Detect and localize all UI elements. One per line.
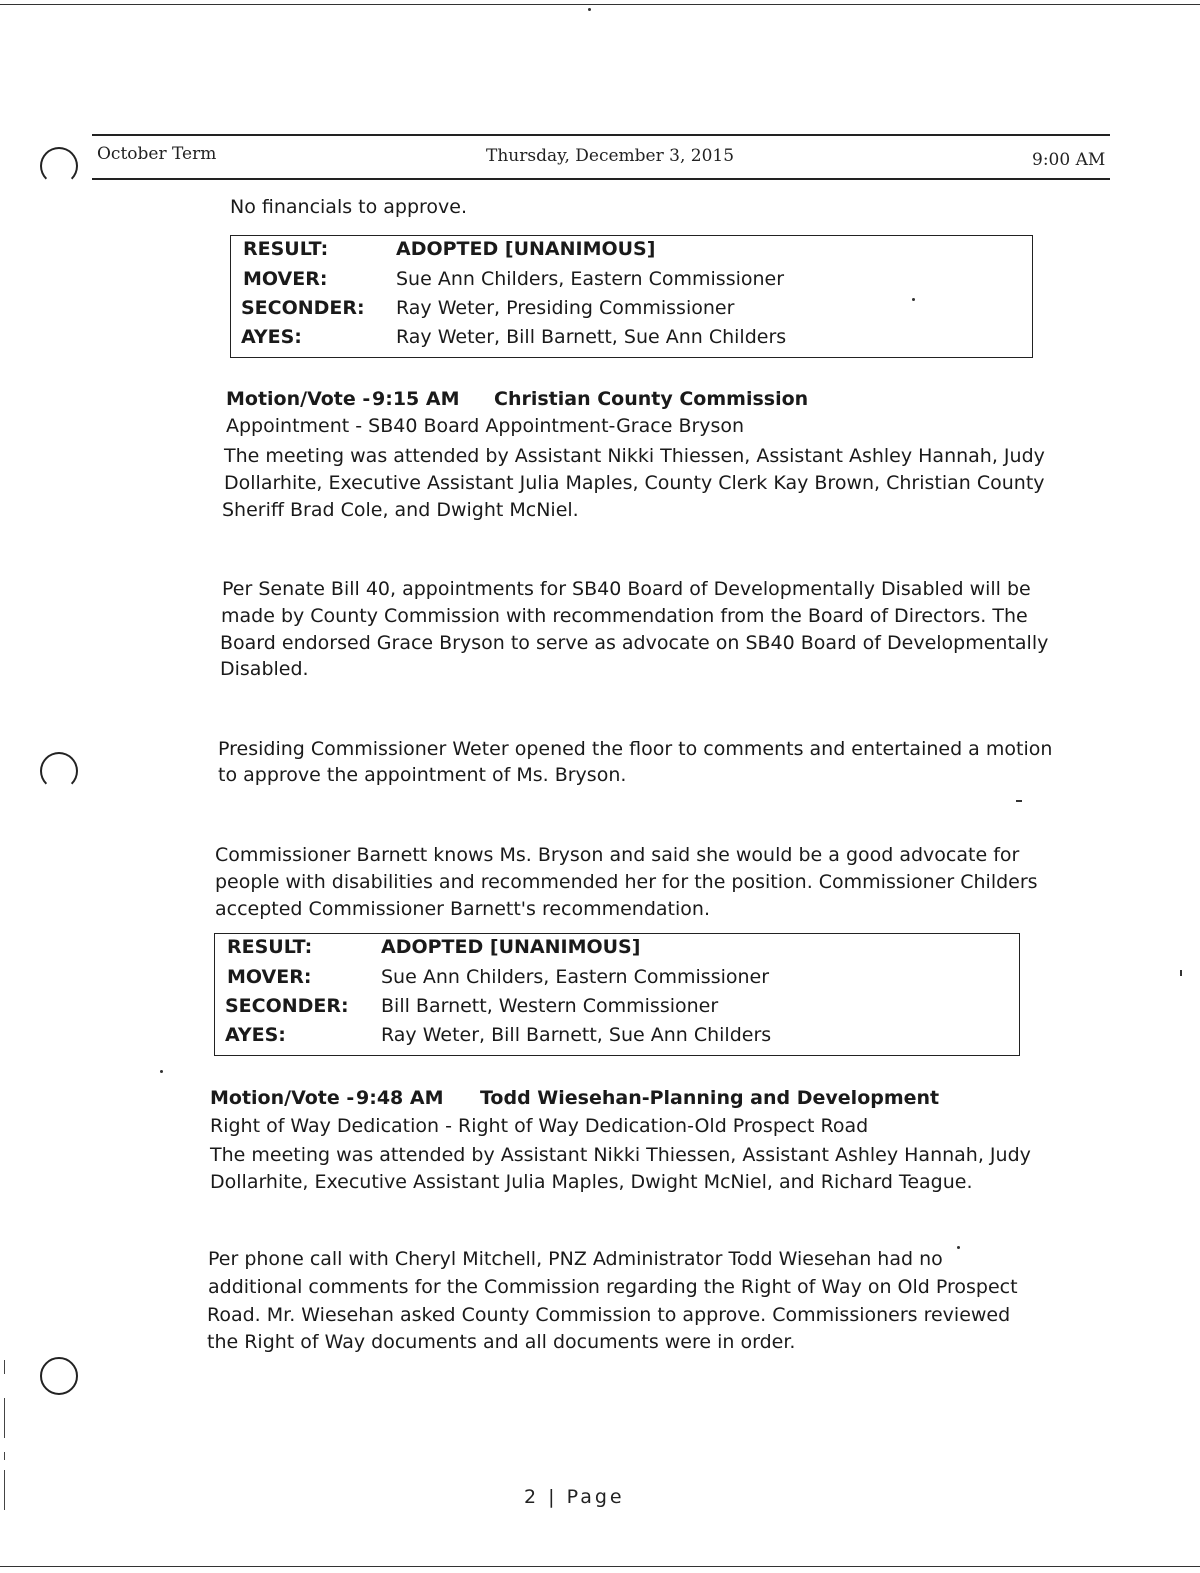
header-term: October Term [97, 144, 217, 164]
scan-speck [160, 1070, 163, 1073]
top-edge-rule [0, 4, 1200, 5]
paragraph-line: people with disabilities and recommended her for the position. Commissioner Childers [215, 871, 1038, 893]
motion-time: 9:48 AM [356, 1087, 444, 1109]
motion-time: 9:15 AM [372, 388, 460, 410]
paragraph-line: Presiding Commissioner Weter opened the floor to comments and entertained a motion [218, 738, 1053, 760]
row-value: Ray Weter, Presiding Commissioner [396, 297, 735, 319]
paragraph-line: additional comments for the Commission regarding the Right of Way on Old Prospect [208, 1276, 1018, 1298]
page-indicator [524, 1486, 625, 1508]
header-time: 9:00 AM [1032, 150, 1106, 170]
row-value: Bill Barnett, Western Commissioner [381, 995, 719, 1017]
attendance-line: The meeting was attended by Assistant Nikki Thiessen, Assistant Ashley Hannah, Judy [210, 1144, 1031, 1166]
row-label: AYES: [241, 326, 302, 348]
paragraph-line: Commissioner Barnett knows Ms. Bryson and said she would be a good advocate for [215, 844, 1020, 866]
page-number: 2 [524, 1486, 540, 1508]
intro-text: No financials to approve. [230, 196, 468, 218]
header-rule-top [92, 134, 1110, 136]
paragraph-line: Road. Mr. Wiesehan asked County Commission to approve. Commissioners reviewed [207, 1304, 1011, 1326]
attendance-line: Sheriff Brad Cole, and Dwight McNiel. [222, 499, 579, 521]
row-label: SECONDER: [225, 995, 349, 1017]
header-date: Thursday, December 3, 2015 [486, 146, 735, 166]
scan-speck [957, 1246, 960, 1249]
motion-item: Appointment - SB40 Board Appointment-Grace Bryson [226, 415, 745, 437]
row-label: RESULT: [243, 238, 329, 260]
paragraph-line: Per Senate Bill 40, appointments for SB40 Board of Developmentally Disabled will be [222, 578, 1031, 600]
attendance-line: Dollarhite, Executive Assistant Julia Maples, County Clerk Kay Brown, Christian County [224, 472, 1045, 494]
page-label: Page [566, 1486, 625, 1508]
result-box [214, 933, 1020, 1056]
paragraph-line: made by County Commission with recommendation from the Board of Directors. The [221, 605, 1028, 627]
row-label: SECONDER: [241, 297, 365, 319]
punch-hole-top-icon [40, 147, 78, 185]
motion-prefix: Motion/Vote - [226, 388, 371, 410]
margin-mark [4, 1470, 5, 1510]
motion-prefix: Motion/Vote - [210, 1087, 355, 1109]
row-label: AYES: [225, 1024, 286, 1046]
paragraph-line: Board endorsed Grace Bryson to serve as advocate on SB40 Board of Developmentally [220, 632, 1049, 654]
paragraph-line: to approve the appointment of Ms. Bryson. [218, 764, 627, 786]
row-value: Sue Ann Childers, Eastern Commissioner [381, 966, 770, 988]
row-value: ADOPTED [UNANIMOUS] [396, 238, 656, 260]
attendance-line: The meeting was attended by Assistant Nikki Thiessen, Assistant Ashley Hannah, Judy [224, 445, 1045, 467]
scan-speck [588, 8, 591, 11]
punch-hole-middle-icon [40, 752, 78, 790]
paragraph-line: Disabled. [220, 658, 309, 680]
paragraph-line: accepted Commissioner Barnett's recommendation. [215, 898, 710, 920]
row-value: Ray Weter, Bill Barnett, Sue Ann Childers [396, 326, 787, 348]
punch-hole-bottom-icon [40, 1357, 78, 1395]
paragraph-line: Per phone call with Cheryl Mitchell, PNZ Administrator Todd Wiesehan had no [208, 1248, 943, 1270]
scan-speck [1016, 800, 1022, 802]
motion-body: Todd Wiesehan-Planning and Development [480, 1087, 940, 1109]
row-label: MOVER: [243, 268, 328, 290]
motion-item: Right of Way Dedication - Right of Way Dedication-Old Prospect Road [210, 1115, 869, 1137]
margin-mark [4, 1398, 5, 1438]
row-value: Sue Ann Childers, Eastern Commissioner [396, 268, 785, 290]
row-value: ADOPTED [UNANIMOUS] [381, 936, 641, 958]
margin-mark [4, 1452, 5, 1460]
result-box [230, 235, 1033, 358]
paragraph-line: the Right of Way documents and all documents were in order. [207, 1331, 796, 1353]
margin-mark [4, 1360, 5, 1374]
scan-speck [1180, 970, 1182, 976]
page-separator: | [548, 1486, 558, 1508]
row-label: MOVER: [227, 966, 312, 988]
bottom-edge-rule [0, 1566, 1200, 1567]
attendance-line: Dollarhite, Executive Assistant Julia Maples, Dwight McNiel, and Richard Teague. [210, 1171, 973, 1193]
header-rule-bottom [92, 178, 1110, 180]
row-label: RESULT: [227, 936, 313, 958]
row-value: Ray Weter, Bill Barnett, Sue Ann Childers [381, 1024, 772, 1046]
motion-body: Christian County Commission [494, 388, 809, 410]
